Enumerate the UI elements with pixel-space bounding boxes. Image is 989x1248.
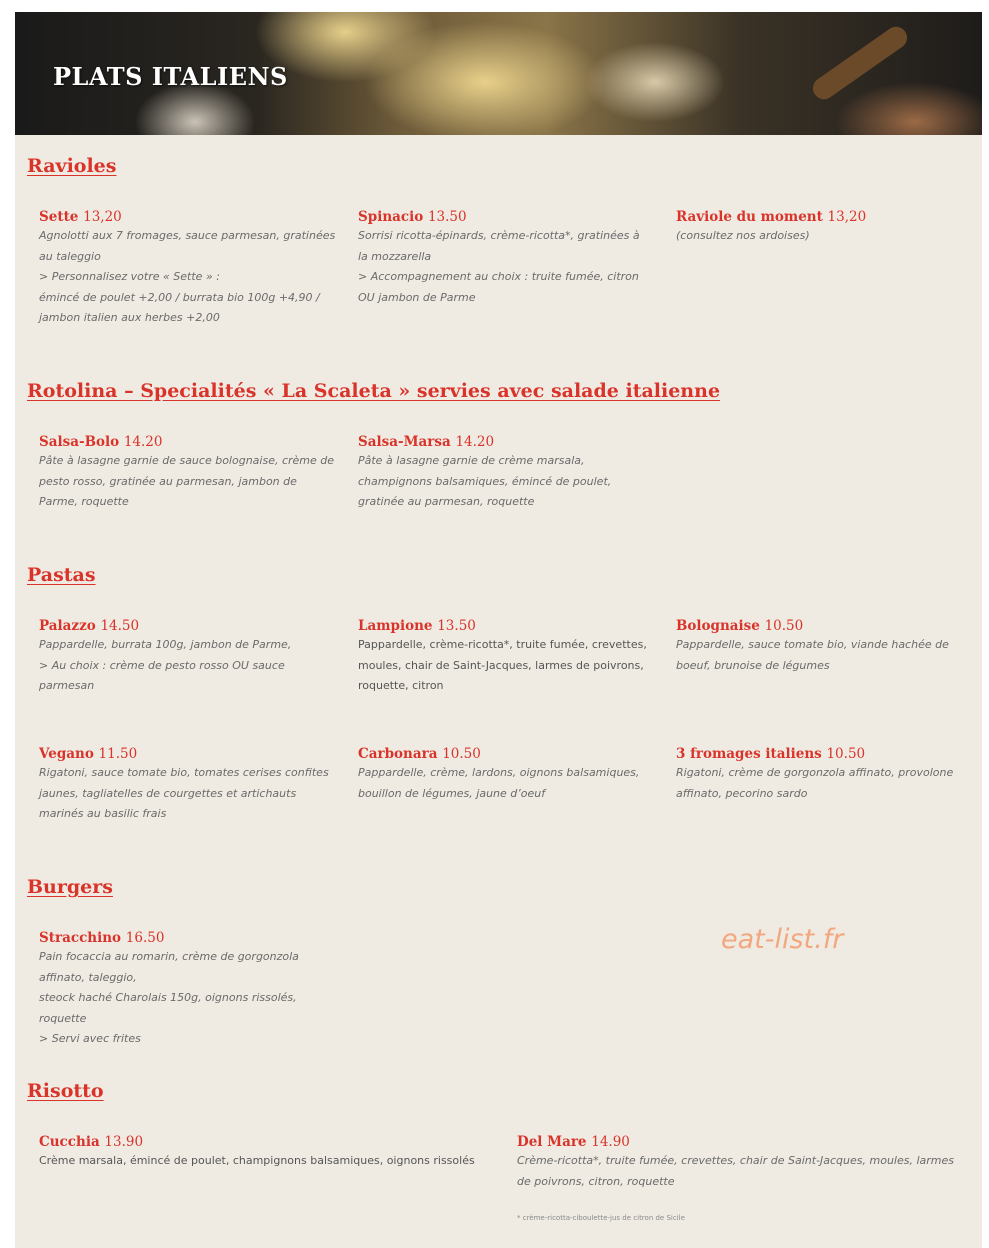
menu-item-spinacio [358,208,648,308]
item-name: Stracchino [39,930,122,946]
item-description: Agnolotti aux 7 fromages, sauce parmesan, gratinées au taleggio [39,229,336,263]
menu-item-salsa-marsa [358,433,658,513]
menu-item-sette [39,208,339,329]
item-supplements: émincé de poulet +2,00 / burrata bio 100g +4,90 / jambon italien aux herbes +2,00 [39,290,320,324]
item-name: Bolognaise [676,618,760,634]
page-title: PLATS ITALIENS [53,62,288,91]
item-option: > Au choix : crème de pesto rosso OU sauce parmesan [39,658,285,692]
item-description: Crème-ricotta*, truite fumée, crevettes, chair de Saint-Jacques, moules, larmes de poivrons, citron, roquette [517,1154,954,1188]
menu-item-stracchino [39,929,339,1050]
item-name: Cucchia [39,1134,100,1150]
menu-item-3-fromages-italiens [676,745,966,804]
item-price: 10.50 [764,618,804,634]
item-price: 13,20 [827,209,867,225]
item-description: Pappardelle, crème, lardons, oignons balsamiques, bouillon de légumes, jaune d’oeuf [358,766,640,800]
menu-item-vegano [39,745,339,825]
item-description: Pappardelle, sauce tomate bio, viande hachée de boeuf, brunoise de légumes [676,638,949,672]
section-title-rotolina: Rotolina – Specialités « La Scaleta » servies avec salade italienne [27,380,721,402]
item-description: Pâte à lasagne garnie de sauce bolognaise, crème de pesto rosso, gratinée au parmesan, jambon de Parme, roquette [39,454,335,508]
menu-item-carbonara [358,745,648,804]
menu-item-palazzo [39,617,339,697]
menu-item-del-mare [517,1133,957,1192]
item-price: 13,20 [83,209,122,225]
menu-item-salsa-bolo [39,433,339,513]
item-description: Crème marsala, émincé de poulet, champignons balsamiques, oignons rissolés [39,1154,475,1167]
item-name: Lampione [358,618,433,634]
item-side: > Servi avec frites [39,1032,141,1045]
item-price: 14.50 [100,618,140,634]
item-price: 10.50 [442,746,481,762]
footnote: * crème-ricotta-ciboulette-jus de citron de Sicile [517,1214,685,1222]
item-name: Sette [39,209,79,225]
item-description: Sorrisi ricotta-épinards, crème-ricotta*, gratinées à la mozzarella [358,229,640,263]
section-title-ravioles: Ravioles [27,155,117,177]
item-price: 14.90 [591,1134,630,1150]
item-price: 13.50 [437,618,476,634]
item-price: 11.50 [98,746,138,762]
wooden-spoon-icon [809,22,912,103]
banner [15,12,982,135]
item-price: 14.20 [455,434,495,450]
item-price: 10.50 [826,746,866,762]
item-description: Pain focaccia au romarin, crème de gorgonzola affinato, taleggio, [39,950,299,984]
menu-page [15,12,982,1248]
item-name: Salsa-Marsa [358,434,451,450]
item-name: Vegano [39,746,94,762]
item-option: > Personnalisez votre « Sette » : [39,270,220,283]
menu-item-bolognaise [676,617,971,676]
section-title-pastas: Pastas [27,564,96,586]
item-description: Pâte à lasagne garnie de crème marsala, champignons balsamiques, émincé de poulet, gratinée au parmesan, roquette [358,454,612,508]
section-title-burgers: Burgers [27,876,113,898]
item-description: Pappardelle, crème-ricotta*, truite fumée, crevettes, moules, chair de Saint-Jacques, larmes de poivrons, roquette, citron [358,638,647,692]
item-price: 14.20 [123,434,163,450]
item-description: (consultez nos ardoises) [676,229,810,242]
item-description: Rigatoni, sauce tomate bio, tomates cerises confites jaunes, tagliatelles de courgettes et artichauts marinés au basilic frais [39,766,329,820]
item-option: > Accompagnement au choix : truite fumée, citron OU jambon de Parme [358,270,639,304]
menu-item-raviole-du-moment [676,208,966,247]
item-description: Pappardelle, burrata 100g, jambon de Parme, [39,638,292,651]
item-name: Raviole du moment [676,209,823,225]
section-title-risotto: Risotto [27,1080,104,1102]
item-price: 13.50 [427,209,467,225]
item-price: 16.50 [125,930,165,946]
watermark: eat-list.fr [721,924,844,955]
item-name: Palazzo [39,618,96,634]
menu-item-cucchia [39,1133,479,1172]
item-name: Salsa-Bolo [39,434,120,450]
menu-item-lampione [358,617,648,697]
item-name: Carbonara [358,746,438,762]
item-name: Del Mare [517,1134,587,1150]
item-name: 3 fromages italiens [676,746,822,762]
item-price: 13.90 [104,1134,144,1150]
item-name: Spinacio [358,209,424,225]
item-description-2: steock haché Charolais 150g, oignons rissolés, roquette [39,991,297,1025]
item-description: Rigatoni, crème de gorgonzola affinato, provolone affinato, pecorino sardo [676,766,954,800]
